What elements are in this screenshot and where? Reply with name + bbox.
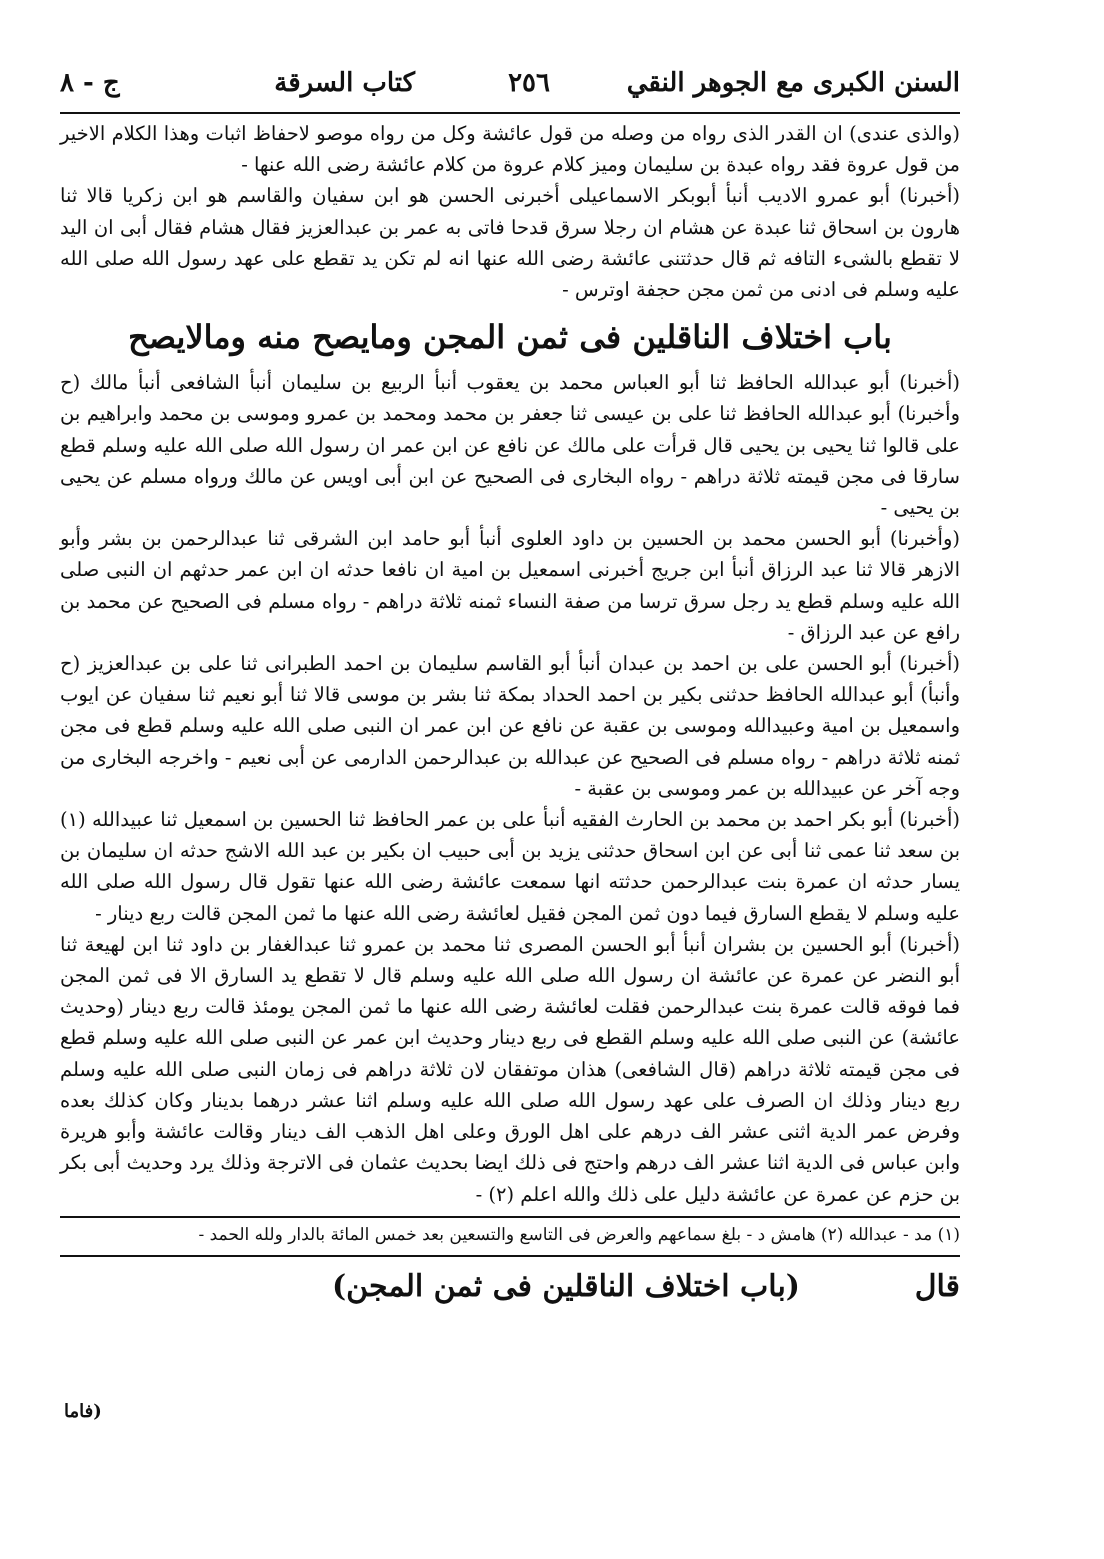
paragraph: (أخبرنا) أبو بكر احمد بن محمد بن الحارث الفقيه أنبأ على بن عمر الحافظ ثنا الحسين بن اسمعيل ثنا عبيدالله (١) بن سعد ثنا عمى ثنا أبى عن ابن اسحاق حدثنى يزيد بن أبى حبيب ان بكير بن عبد الله الاشج حدثه ان سليمان بن يسار حدثه ان عمرة بنت عبدالرحمن حدثته انها سمعت عائشة رضى الله عنها تقول قال رسول الله صلى الله عليه وسلم لا يقطع السارق فيما دون ثمن المجن فقيل لعائشة رضى الله عنها ما ثمن المجن قالت ربع دينار - (60, 808, 960, 925)
catchword: (فاما (64, 1400, 102, 1422)
chapter-heading: باب اختلاف الناقلين فى ثمن المجن ومايصح منه ومالايصح (128, 318, 892, 357)
qal-label: قال (914, 1268, 960, 1304)
footnote-bottom-divider (60, 1255, 960, 1257)
paragraph: (أخبرنا) أبو عمرو الاديب أنبأ أبوبكر الاسماعيلى أخبرنى الحسن هو ابن سفيان والقاسم هو ابن زكريا قالا ثنا هارون بن اسحاق ثنا عبدة عن هشام ان رجلا سرق قدحا فاتى به عمر بن عبدالعزيز فقال هشام فقال أبى ان اليد لا تقطع بالشىء التافه ثم قال حدثتنى عائشة رضى الله عنها انه لم تكن يد تقطع على عهد رسول الله صلى الله عليه وسلم فى ادنى من ثمن مجن حجفة اوترس - (60, 184, 960, 302)
commentary-heading: (باب اختلاف الناقلين فى ثمن المجن) (331, 1268, 800, 1304)
page (60, 60, 960, 1422)
paragraph: (والذى عندى) ان القدر الذى رواه من وصله من قول عائشة وكل من رواه موصو لاحفاظ اثبات وهذا الكلام الاخير من قول عروة فقد رواه عبدة بن سليمان وميز كلام عروة من كلام عائشة رضى الله عنها - (60, 122, 960, 177)
footnote-divider (60, 1216, 960, 1218)
paragraph: (وأخبرنا) أبو الحسن محمد بن الحسين بن داود العلوى أنبأ أبو حامد ابن الشرقى ثنا عبدالرحمن بن بشر وأبو الازهر قالا ثنا عبد الرزاق أنبأ ابن جريج أخبرنى اسمعيل بن امية ان نافعا حدثه ان ابن عمر حدثهم ان النبى صلى الله عليه وسلم قطع يد رجل سرق ترسا من صفة النساء ثمنه ثلاثة دراهم - رواه مسلم فى الصحيح عن محمد بن رافع عن عبد الرزاق - (60, 527, 960, 644)
footnotes: (١) مد - عبدالله (٢) هامش د - بلغ سماعهم والعرض فى التاسع والتسعين بعد خمس المائة بالدار ولله الحمد - (198, 1224, 960, 1245)
page-header (60, 60, 960, 106)
header-divider (60, 112, 960, 114)
volume-label: ج - ٨ (60, 68, 120, 98)
page-number: ٢٥٦ (508, 68, 550, 98)
paragraph: (أخبرنا) أبو الحسين بن بشران أنبأ أبو الحسن المصرى ثنا محمد بن عمرو ثنا عبدالغفار بن داود ثنا ابن لهيعة ثنا أبو النضر عن عمرة عن عائشة ان رسول الله صلى الله عليه وسلم قال لا تقطع يد السارق الا فى ثمن المجن فما فوقه قالت عمرة بنت عبدالرحمن فقلت لعائشة رضى الله عنها ما ثمن المجن يومئذ قالت ربع دينار (وحديث عائشة) عن النبى صلى الله عليه وسلم القطع فى ربع دينار وحديث ابن عمر عن النبى صلى الله عليه وسلم قطع فى مجن قيمته ثلاثة دراهم (قال الشافعى) هذان موتفقان لان ثلاثة دراهم فى زمان النبى صلى الله عليه وسلم ربع دينار وذلك ان الصرف على عهد رسول الله صلى الله عليه وسلم اثنا عشر درهما بدينار وكان كذلك بعده وفرض عمر الدية اثنى عشر الف درهم على اهل الورق وعلى اهل الذهب الف دينار وقالت عائشة وأبو هريرة وابن عباس فى الدية اثنا عشر الف درهم واحتج فى ذلك ايضا بحديث عثمان فى الاترجة وذلك يرد وحديث أبى بكر بن حزم عن عمرة عن عائشة دليل على ذلك والله اعلم (٢) - (60, 932, 960, 1206)
commentary-block (60, 1261, 960, 1422)
section-title: كتاب السرقة (274, 68, 415, 98)
paragraph: (أخبرنا) أبو الحسن على بن احمد بن عبدان أنبأ أبو القاسم سليمان بن احمد الطبرانى ثنا على بن عبدالعزيز (ح وأنبأ) أبو عبدالله الحافظ حدثنى بكير بن احمد الحداد بمكة ثنا بشر بن موسى قالا ثنا أبو نعيم ثنا سفيان عن ايوب واسمعيل بن امية وعبيدالله وموسى بن عقبة عن نافع عن ابن عمر ان النبى صلى الله عليه وسلم قطع فى مجن ثمنه ثلاثة دراهم - رواه مسلم فى الصحيح عن عبدالله بن عبدالرحمن الدارمى عن أبى نعيم - واخرجه البخارى من وجه آخر عن عبيدالله بن عمر وموسى بن عقبة - (60, 652, 960, 800)
book-title: السنن الكبرى مع الجوهر النقي (626, 68, 960, 98)
paragraph: (أخبرنا) أبو عبدالله الحافظ ثنا أبو العباس محمد بن يعقوب أنبأ الربيع بن سليمان أنبأ الشافعى أنبأ مالك (ح وأخبرنا) أبو عبدالله الحافظ ثنا على بن عيسى ثنا جعفر بن محمد ومحمد بن عمرو وموسى بن محمد وابراهيم بن على قالوا ثنا يحيى بن يحيى قال قرأت على مالك عن نافع عن ابن عمر ان رسول الله صلى الله عليه وسلم قطع سارقا فى مجن قيمته ثلاثة دراهم - رواه البخارى فى الصحيح عن ابن أبى اويس عن مالك ورواه مسلم عن يحيى بن يحيى - (60, 371, 960, 520)
